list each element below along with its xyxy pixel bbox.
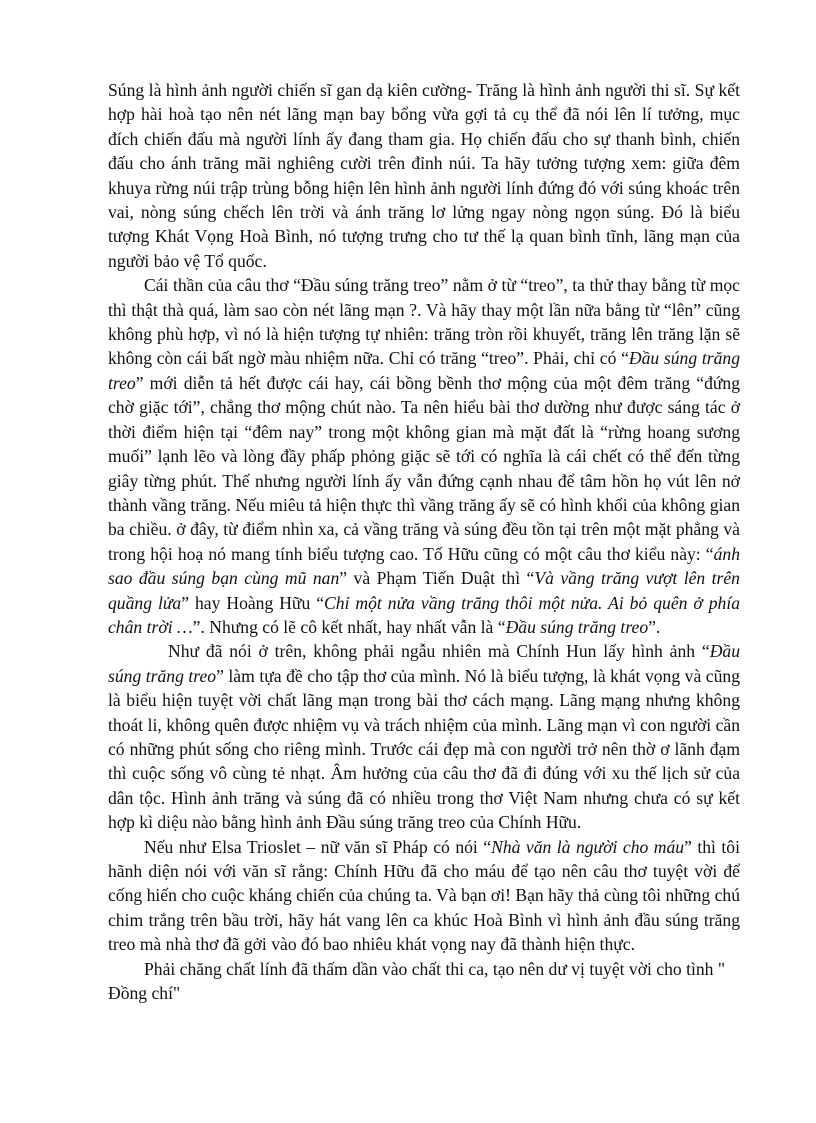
paragraph-3 xyxy=(108,639,740,834)
text-run: Như đã nói ở trên, không phải ngẫu nhiên mà Chính Hun lấy hình ảnh “ xyxy=(168,641,710,662)
text-run: Cái thần của câu thơ “Đầu súng trăng treo” nằm ở từ “treo”, ta thử thay bằng từ mọc thì thật thà quá, làm sao còn nét lãng mạn ?. Và hãy thay một lần nữa bằng từ “lên” cũng không phù hợp, vì nó là hiện tượng tự nhiên: trăng tròn rồi khuyết, trăng lên trăng lặn sẽ không còn cái bất ngờ màu nhiệm nữa. Chỉ có trăng “treo”. Phải, chỉ có “ xyxy=(108,275,740,369)
document-page xyxy=(108,78,740,1005)
paragraph-5 xyxy=(108,957,740,1006)
text-run: ” làm tựa đề cho tập thơ của mình. Nó là biểu tượng, là khát vọng và cũng là biểu hiện tuyệt vời chất lãng mạn trong bài thơ cách mạng. Lãng mạng nhưng không thoát li, không quên được nhiệm vụ và trách nhiệm của mình. Lãng mạn vì con người cần có những phút sống cho riêng mình. Trước cái đẹp mà con người trở nên thờ ơ lãnh đạm thì cuộc sống vô cùng tẻ nhạt. Âm hưởng của câu thơ đã đi đúng với xu thế lịch sử của dân tộc. Hình ảnh trăng và súng đã có nhiều trong thơ Việt Nam nhưng chưa có sự kết hợp kì diệu nào bằng hình ảnh Đầu súng trăng treo của Chính Hữu. xyxy=(108,665,740,833)
italic-quote: Đầu súng trăng treo xyxy=(505,616,649,637)
paragraph-1 xyxy=(108,78,740,273)
text-run: ” thì tôi hãnh diện nói với văn sĩ rằng: Chính Hữu đã cho máu để tạo nên câu thơ tuyệt vời để cống hiến cho cuộc kháng chiến của chúng ta. Và bạn ơi! Bạn hãy thả cùng tôi những chú chim trắng trên bầu trời, hãy hát vang lên ca khúc Hoà Bình vì hình ảnh đầu súng trăng treo mà nhà thơ đã gởi vào đó bao nhiêu khát vọng nay đã thành hiện thực. xyxy=(108,836,740,955)
text-run: Phải chăng chất lính đã thấm dần vào chất thi ca, tạo nên dư vị tuyệt vời cho tình " Đồng chí" xyxy=(108,958,726,1004)
paragraph-4 xyxy=(108,835,740,957)
italic-quote: Đầu súng trăng treo xyxy=(108,641,740,686)
text-run: ” hay Hoàng Hữu “ xyxy=(181,592,325,613)
italic-quote: Nhà văn là người cho máu xyxy=(491,836,685,857)
italic-quote: Chỉ một nửa vầng trăng thôi một nửa. Ai bỏ quên ở phía chân trời … xyxy=(108,592,741,637)
italic-quote: Đầu súng trăng treo xyxy=(108,348,740,393)
text-run: ”. Nhưng có lẽ cô kết nhất, hay nhất vẫn là “ xyxy=(192,616,506,637)
text-run: Nếu như Elsa Trioslet – nữ văn sĩ Pháp có nói “ xyxy=(144,836,492,857)
paragraph-2 xyxy=(108,273,740,639)
text-run: ”. xyxy=(648,616,661,637)
text-run: ” và Phạm Tiến Duật thì “ xyxy=(339,568,535,589)
text-run: ” mới diễn tả hết được cái hay, cái bồng bềnh thơ mộng của một đêm trăng “đứng chờ giặc tới”, chẳng thơ mộng chút nào. Ta nên hiểu bài thơ dường như được sáng tác ở thời điểm hiện tại “đêm nay” trong một không gian mà mặt đất là “rừng hoang sương muối” lạnh lẽo và lòng đầy phấp phỏng giặc sẽ tới có nghĩa là cái chết có thể đến từng giây từng phút. Thế nhưng người lính ấy vẫn đứng cạnh nhau để tâm hồn họ vút lên nở thành vầng trăng. Nếu miêu tả hiện thực thì vầng trăng ấy sẽ có hình khối của không gian ba chiều. ở đây, từ điểm nhìn xa, cả vầng trăng và súng đều tồn tại trên một mặt phẳng và trong hội hoạ nó mang tính biểu tượng cao. Tố Hữu cũng có một câu thơ kiểu này: “ xyxy=(108,372,740,564)
italic-quote: Và vầng trăng vượt lên trên quầng lửa xyxy=(108,568,740,613)
text-run: Súng là hình ảnh người chiến sĩ gan dạ kiên cường- Trăng là hình ảnh người thi sĩ. Sự kết hợp hài hoà tạo nên nét lãng mạn bay bổng vừa gợi tả cụ thể đã nói lên lí tưởng, mục đích chiến đấu mà người lính ấy đang tham gia. Họ chiến đấu cho sự thanh bình, chiến đấu cho ánh trăng mãi nghiêng cười trên đỉnh núi. Ta hãy tưởng tượng xem: giữa đêm khuya rừng núi trập trùng bỗng hiện lên hình ảnh người lính đứng đó với súng khoác trên vai, nòng súng chếch lên trời và ánh trăng lơ lửng ngay nòng ngọn súng. Đó là biểu tượng Khát Vọng Hoà Bình, nó tượng trưng cho tư thế lạ quan bình tĩnh, lãng mạn của người bảo vệ Tổ quốc. xyxy=(108,80,740,271)
italic-quote: ánh sao đầu súng bạn cùng mũ nan xyxy=(108,543,740,589)
